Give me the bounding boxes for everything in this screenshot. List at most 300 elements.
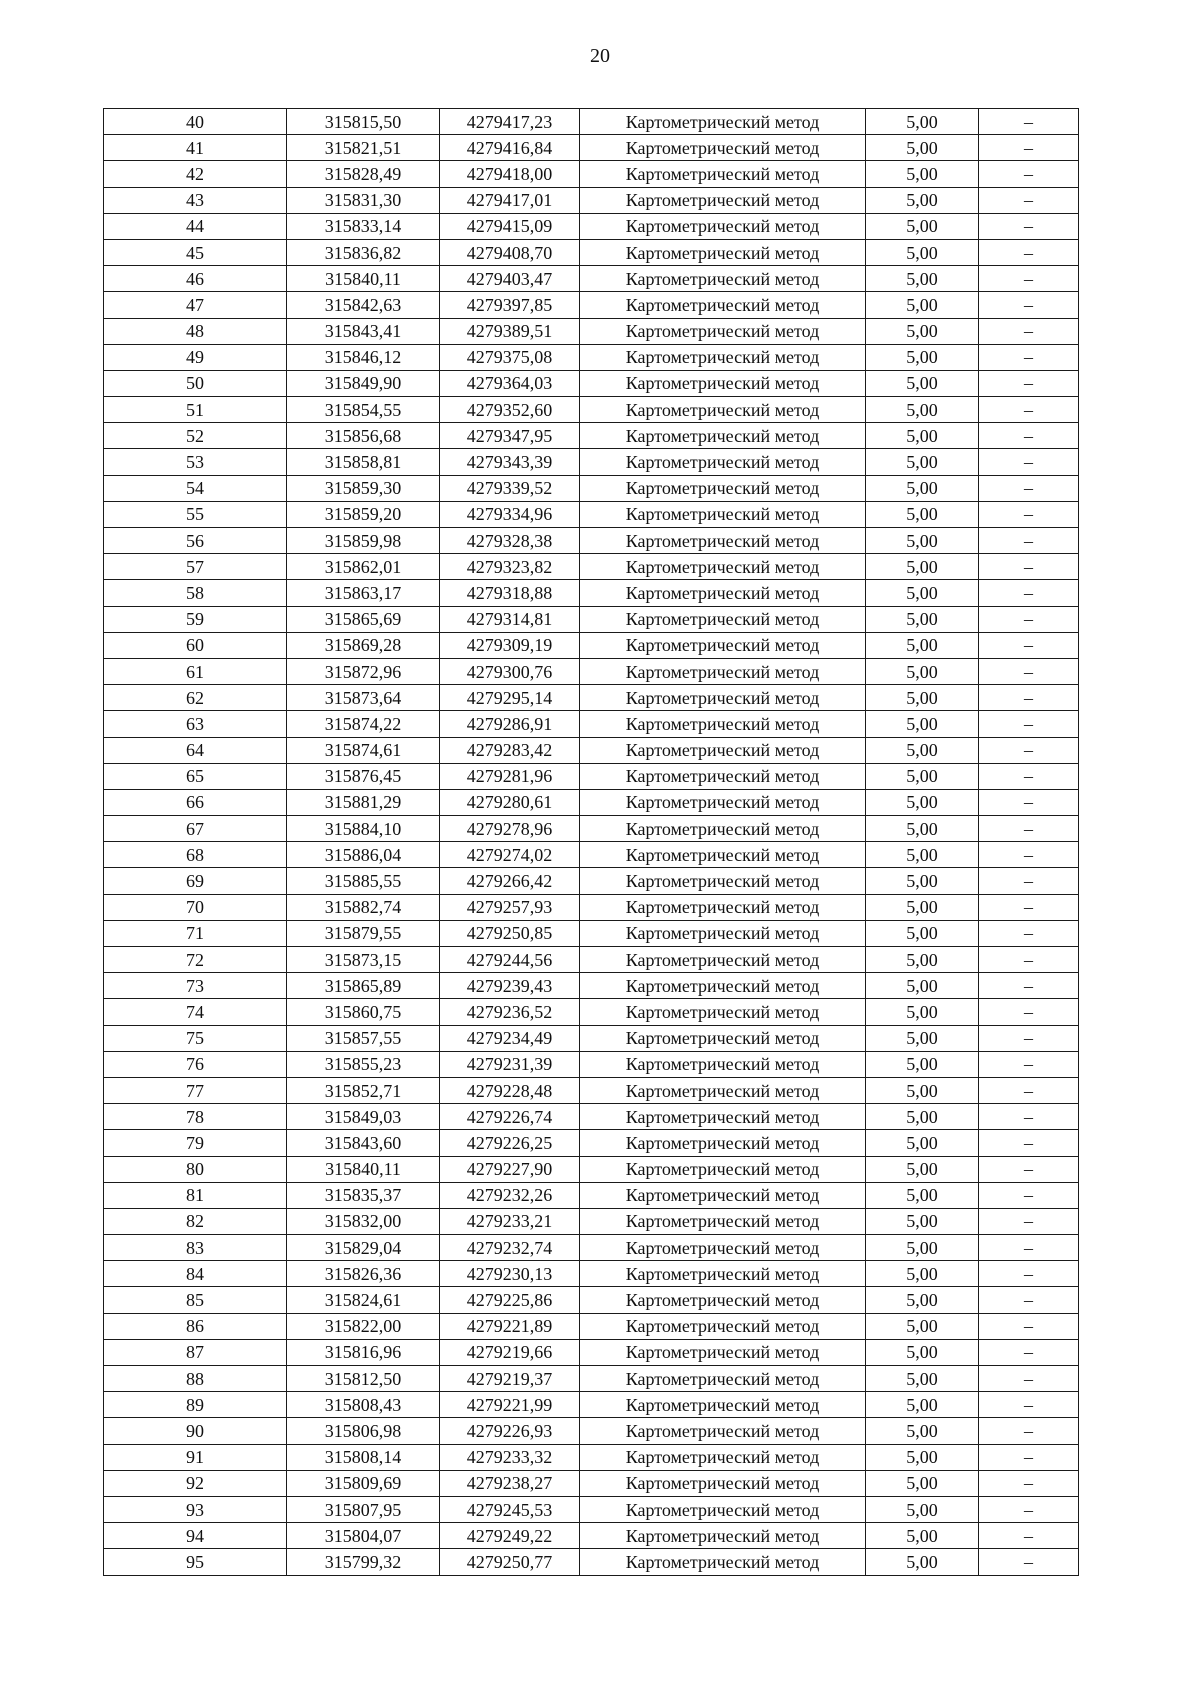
accuracy-cell: 5,00: [866, 1392, 979, 1418]
method-cell: Картометрический метод: [580, 789, 866, 815]
y-coordinate-cell: 4279397,85: [440, 292, 580, 318]
table-row: [104, 344, 1079, 370]
point-number-cell: 90: [104, 1418, 287, 1444]
x-coordinate-cell: 315836,82: [287, 239, 440, 265]
x-coordinate-cell: 315849,03: [287, 1104, 440, 1130]
x-coordinate-cell: 315843,41: [287, 318, 440, 344]
method-cell: Картометрический метод: [580, 868, 866, 894]
accuracy-cell: 5,00: [866, 1339, 979, 1365]
method-cell: Картометрический метод: [580, 1208, 866, 1234]
x-coordinate-cell: 315815,50: [287, 109, 440, 135]
y-coordinate-cell: 4279389,51: [440, 318, 580, 344]
y-coordinate-cell: 4279226,74: [440, 1104, 580, 1130]
method-cell: Картометрический метод: [580, 842, 866, 868]
point-number-cell: 83: [104, 1235, 287, 1261]
method-cell: Картометрический метод: [580, 161, 866, 187]
point-number-cell: 45: [104, 239, 287, 265]
y-coordinate-cell: 4279339,52: [440, 475, 580, 501]
x-coordinate-cell: 315804,07: [287, 1523, 440, 1549]
point-number-cell: 42: [104, 161, 287, 187]
accuracy-cell: 5,00: [866, 528, 979, 554]
accuracy-cell: 5,00: [866, 449, 979, 475]
point-number-cell: 52: [104, 423, 287, 449]
y-coordinate-cell: 4279227,90: [440, 1156, 580, 1182]
method-cell: Картометрический метод: [580, 1051, 866, 1077]
method-cell: Картометрический метод: [580, 423, 866, 449]
point-number-cell: 93: [104, 1496, 287, 1522]
description-cell: –: [979, 973, 1079, 999]
y-coordinate-cell: 4279328,38: [440, 528, 580, 554]
table-row: [104, 842, 1079, 868]
x-coordinate-cell: 315854,55: [287, 397, 440, 423]
y-coordinate-cell: 4279323,82: [440, 554, 580, 580]
description-cell: –: [979, 109, 1079, 135]
description-cell: –: [979, 1496, 1079, 1522]
description-cell: –: [979, 685, 1079, 711]
description-cell: –: [979, 606, 1079, 632]
point-number-cell: 78: [104, 1104, 287, 1130]
table-row: [104, 632, 1079, 658]
x-coordinate-cell: 315879,55: [287, 920, 440, 946]
table-row: [104, 1444, 1079, 1470]
method-cell: Картометрический метод: [580, 763, 866, 789]
table-row: [104, 1077, 1079, 1103]
description-cell: –: [979, 1156, 1079, 1182]
table-row: [104, 1470, 1079, 1496]
y-coordinate-cell: 4279334,96: [440, 501, 580, 527]
method-cell: Картометрический метод: [580, 1444, 866, 1470]
y-coordinate-cell: 4279228,48: [440, 1077, 580, 1103]
point-number-cell: 71: [104, 920, 287, 946]
point-number-cell: 54: [104, 475, 287, 501]
table-row: [104, 1496, 1079, 1522]
description-cell: –: [979, 580, 1079, 606]
table-row: [104, 423, 1079, 449]
x-coordinate-cell: 315860,75: [287, 999, 440, 1025]
accuracy-cell: 5,00: [866, 1182, 979, 1208]
method-cell: Картометрический метод: [580, 737, 866, 763]
description-cell: –: [979, 947, 1079, 973]
point-number-cell: 92: [104, 1470, 287, 1496]
description-cell: –: [979, 1444, 1079, 1470]
accuracy-cell: 5,00: [866, 1313, 979, 1339]
y-coordinate-cell: 4279234,49: [440, 1025, 580, 1051]
accuracy-cell: 5,00: [866, 266, 979, 292]
point-number-cell: 85: [104, 1287, 287, 1313]
accuracy-cell: 5,00: [866, 685, 979, 711]
description-cell: –: [979, 1182, 1079, 1208]
y-coordinate-cell: 4279226,93: [440, 1418, 580, 1444]
y-coordinate-cell: 4279274,02: [440, 842, 580, 868]
table-row: [104, 1287, 1079, 1313]
point-number-cell: 60: [104, 632, 287, 658]
table-row: [104, 475, 1079, 501]
y-coordinate-cell: 4279233,21: [440, 1208, 580, 1234]
table-row: [104, 1339, 1079, 1365]
point-number-cell: 82: [104, 1208, 287, 1234]
coordinates-table-body: [104, 109, 1079, 1576]
point-number-cell: 91: [104, 1444, 287, 1470]
description-cell: –: [979, 1549, 1079, 1575]
description-cell: –: [979, 711, 1079, 737]
description-cell: –: [979, 187, 1079, 213]
y-coordinate-cell: 4279244,56: [440, 947, 580, 973]
x-coordinate-cell: 315829,04: [287, 1235, 440, 1261]
accuracy-cell: 5,00: [866, 1549, 979, 1575]
x-coordinate-cell: 315828,49: [287, 161, 440, 187]
table-row: [104, 973, 1079, 999]
x-coordinate-cell: 315849,90: [287, 370, 440, 396]
x-coordinate-cell: 315824,61: [287, 1287, 440, 1313]
y-coordinate-cell: 4279309,19: [440, 632, 580, 658]
y-coordinate-cell: 4279236,52: [440, 999, 580, 1025]
accuracy-cell: 5,00: [866, 475, 979, 501]
description-cell: –: [979, 789, 1079, 815]
x-coordinate-cell: 315885,55: [287, 868, 440, 894]
y-coordinate-cell: 4279280,61: [440, 789, 580, 815]
y-coordinate-cell: 4279295,14: [440, 685, 580, 711]
y-coordinate-cell: 4279239,43: [440, 973, 580, 999]
description-cell: –: [979, 868, 1079, 894]
y-coordinate-cell: 4279300,76: [440, 658, 580, 684]
y-coordinate-cell: 4279249,22: [440, 1523, 580, 1549]
x-coordinate-cell: 315876,45: [287, 763, 440, 789]
point-number-cell: 63: [104, 711, 287, 737]
y-coordinate-cell: 4279221,89: [440, 1313, 580, 1339]
table-row: [104, 213, 1079, 239]
table-row: [104, 1261, 1079, 1287]
x-coordinate-cell: 315857,55: [287, 1025, 440, 1051]
table-row: [104, 947, 1079, 973]
table-row: [104, 1392, 1079, 1418]
table-row: [104, 920, 1079, 946]
table-row: [104, 109, 1079, 135]
description-cell: –: [979, 501, 1079, 527]
description-cell: –: [979, 266, 1079, 292]
description-cell: –: [979, 161, 1079, 187]
table-row: [104, 266, 1079, 292]
accuracy-cell: 5,00: [866, 1104, 979, 1130]
table-row: [104, 135, 1079, 161]
method-cell: Картометрический метод: [580, 1313, 866, 1339]
accuracy-cell: 5,00: [866, 1025, 979, 1051]
y-coordinate-cell: 4279219,37: [440, 1366, 580, 1392]
y-coordinate-cell: 4279408,70: [440, 239, 580, 265]
accuracy-cell: 5,00: [866, 554, 979, 580]
table-row: [104, 501, 1079, 527]
description-cell: –: [979, 1261, 1079, 1287]
accuracy-cell: 5,00: [866, 135, 979, 161]
point-number-cell: 53: [104, 449, 287, 475]
table-row: [104, 1549, 1079, 1575]
point-number-cell: 47: [104, 292, 287, 318]
accuracy-cell: 5,00: [866, 1235, 979, 1261]
y-coordinate-cell: 4279278,96: [440, 816, 580, 842]
description-cell: –: [979, 1077, 1079, 1103]
x-coordinate-cell: 315884,10: [287, 816, 440, 842]
point-number-cell: 41: [104, 135, 287, 161]
description-cell: –: [979, 1025, 1079, 1051]
table-row: [104, 658, 1079, 684]
accuracy-cell: 5,00: [866, 344, 979, 370]
description-cell: –: [979, 239, 1079, 265]
point-number-cell: 70: [104, 894, 287, 920]
point-number-cell: 50: [104, 370, 287, 396]
description-cell: –: [979, 999, 1079, 1025]
accuracy-cell: 5,00: [866, 737, 979, 763]
x-coordinate-cell: 315832,00: [287, 1208, 440, 1234]
x-coordinate-cell: 315840,11: [287, 1156, 440, 1182]
point-number-cell: 86: [104, 1313, 287, 1339]
coordinates-table: [103, 108, 1079, 1576]
method-cell: Картометрический метод: [580, 711, 866, 737]
method-cell: Картометрический метод: [580, 1496, 866, 1522]
y-coordinate-cell: 4279221,99: [440, 1392, 580, 1418]
method-cell: Картометрический метод: [580, 1130, 866, 1156]
accuracy-cell: 5,00: [866, 868, 979, 894]
table-row: [104, 397, 1079, 423]
table-row: [104, 763, 1079, 789]
description-cell: –: [979, 1392, 1079, 1418]
method-cell: Картометрический метод: [580, 370, 866, 396]
description-cell: –: [979, 1366, 1079, 1392]
point-number-cell: 80: [104, 1156, 287, 1182]
accuracy-cell: 5,00: [866, 1261, 979, 1287]
y-coordinate-cell: 4279416,84: [440, 135, 580, 161]
x-coordinate-cell: 315806,98: [287, 1418, 440, 1444]
method-cell: Картометрический метод: [580, 816, 866, 842]
method-cell: Картометрический метод: [580, 1182, 866, 1208]
point-number-cell: 77: [104, 1077, 287, 1103]
y-coordinate-cell: 4279281,96: [440, 763, 580, 789]
point-number-cell: 95: [104, 1549, 287, 1575]
table-row: [104, 292, 1079, 318]
accuracy-cell: 5,00: [866, 292, 979, 318]
x-coordinate-cell: 315862,01: [287, 554, 440, 580]
x-coordinate-cell: 315799,32: [287, 1549, 440, 1575]
y-coordinate-cell: 4279417,01: [440, 187, 580, 213]
x-coordinate-cell: 315859,98: [287, 528, 440, 554]
description-cell: –: [979, 370, 1079, 396]
description-cell: –: [979, 1235, 1079, 1261]
method-cell: Картометрический метод: [580, 1261, 866, 1287]
method-cell: Картометрический метод: [580, 397, 866, 423]
method-cell: Картометрический метод: [580, 947, 866, 973]
table-row: [104, 580, 1079, 606]
y-coordinate-cell: 4279257,93: [440, 894, 580, 920]
x-coordinate-cell: 315843,60: [287, 1130, 440, 1156]
method-cell: Картометрический метод: [580, 109, 866, 135]
description-cell: –: [979, 920, 1079, 946]
y-coordinate-cell: 4279250,77: [440, 1549, 580, 1575]
method-cell: Картометрический метод: [580, 1392, 866, 1418]
x-coordinate-cell: 315865,89: [287, 973, 440, 999]
method-cell: Картометрический метод: [580, 973, 866, 999]
point-number-cell: 72: [104, 947, 287, 973]
method-cell: Картометрический метод: [580, 1339, 866, 1365]
accuracy-cell: 5,00: [866, 920, 979, 946]
table-row: [104, 1313, 1079, 1339]
x-coordinate-cell: 315812,50: [287, 1366, 440, 1392]
accuracy-cell: 5,00: [866, 239, 979, 265]
x-coordinate-cell: 315808,43: [287, 1392, 440, 1418]
accuracy-cell: 5,00: [866, 842, 979, 868]
description-cell: –: [979, 842, 1079, 868]
point-number-cell: 59: [104, 606, 287, 632]
method-cell: Картометрический метод: [580, 449, 866, 475]
y-coordinate-cell: 4279283,42: [440, 737, 580, 763]
description-cell: –: [979, 1287, 1079, 1313]
y-coordinate-cell: 4279226,25: [440, 1130, 580, 1156]
y-coordinate-cell: 4279245,53: [440, 1496, 580, 1522]
accuracy-cell: 5,00: [866, 161, 979, 187]
description-cell: –: [979, 554, 1079, 580]
table-row: [104, 318, 1079, 344]
accuracy-cell: 5,00: [866, 370, 979, 396]
table-row: [104, 894, 1079, 920]
description-cell: –: [979, 528, 1079, 554]
x-coordinate-cell: 315865,69: [287, 606, 440, 632]
y-coordinate-cell: 4279232,74: [440, 1235, 580, 1261]
accuracy-cell: 5,00: [866, 397, 979, 423]
y-coordinate-cell: 4279403,47: [440, 266, 580, 292]
point-number-cell: 51: [104, 397, 287, 423]
y-coordinate-cell: 4279230,13: [440, 1261, 580, 1287]
accuracy-cell: 5,00: [866, 606, 979, 632]
accuracy-cell: 5,00: [866, 580, 979, 606]
method-cell: Картометрический метод: [580, 580, 866, 606]
y-coordinate-cell: 4279314,81: [440, 606, 580, 632]
method-cell: Картометрический метод: [580, 1104, 866, 1130]
accuracy-cell: 5,00: [866, 318, 979, 344]
point-number-cell: 84: [104, 1261, 287, 1287]
description-cell: –: [979, 397, 1079, 423]
accuracy-cell: 5,00: [866, 109, 979, 135]
y-coordinate-cell: 4279343,39: [440, 449, 580, 475]
accuracy-cell: 5,00: [866, 1051, 979, 1077]
description-cell: –: [979, 213, 1079, 239]
x-coordinate-cell: 315855,23: [287, 1051, 440, 1077]
method-cell: Картометрический метод: [580, 501, 866, 527]
point-number-cell: 67: [104, 816, 287, 842]
method-cell: Картометрический метод: [580, 920, 866, 946]
page-number: 20: [590, 45, 610, 67]
point-number-cell: 94: [104, 1523, 287, 1549]
x-coordinate-cell: 315807,95: [287, 1496, 440, 1522]
method-cell: Картометрический метод: [580, 318, 866, 344]
point-number-cell: 61: [104, 658, 287, 684]
description-cell: –: [979, 423, 1079, 449]
x-coordinate-cell: 315882,74: [287, 894, 440, 920]
description-cell: –: [979, 1104, 1079, 1130]
point-number-cell: 44: [104, 213, 287, 239]
point-number-cell: 65: [104, 763, 287, 789]
method-cell: Картометрический метод: [580, 1156, 866, 1182]
x-coordinate-cell: 315833,14: [287, 213, 440, 239]
table-row: [104, 1182, 1079, 1208]
x-coordinate-cell: 315881,29: [287, 789, 440, 815]
table-row: [104, 685, 1079, 711]
table-row: [104, 606, 1079, 632]
y-coordinate-cell: 4279375,08: [440, 344, 580, 370]
x-coordinate-cell: 315840,11: [287, 266, 440, 292]
method-cell: Картометрический метод: [580, 528, 866, 554]
method-cell: Картометрический метод: [580, 1470, 866, 1496]
description-cell: –: [979, 894, 1079, 920]
method-cell: Картометрический метод: [580, 135, 866, 161]
point-number-cell: 48: [104, 318, 287, 344]
description-cell: –: [979, 1523, 1079, 1549]
x-coordinate-cell: 315831,30: [287, 187, 440, 213]
description-cell: –: [979, 1339, 1079, 1365]
table-row: [104, 1235, 1079, 1261]
accuracy-cell: 5,00: [866, 999, 979, 1025]
accuracy-cell: 5,00: [866, 1470, 979, 1496]
description-cell: –: [979, 1051, 1079, 1077]
table-row: [104, 239, 1079, 265]
table-row: [104, 999, 1079, 1025]
x-coordinate-cell: 315859,20: [287, 501, 440, 527]
accuracy-cell: 5,00: [866, 1418, 979, 1444]
table-row: [104, 370, 1079, 396]
table-row: [104, 868, 1079, 894]
table-row: [104, 554, 1079, 580]
y-coordinate-cell: 4279233,32: [440, 1444, 580, 1470]
accuracy-cell: 5,00: [866, 1444, 979, 1470]
accuracy-cell: 5,00: [866, 894, 979, 920]
y-coordinate-cell: 4279225,86: [440, 1287, 580, 1313]
point-number-cell: 64: [104, 737, 287, 763]
x-coordinate-cell: 315822,00: [287, 1313, 440, 1339]
method-cell: Картометрический метод: [580, 606, 866, 632]
accuracy-cell: 5,00: [866, 658, 979, 684]
method-cell: Картометрический метод: [580, 1287, 866, 1313]
point-number-cell: 57: [104, 554, 287, 580]
y-coordinate-cell: 4279418,00: [440, 161, 580, 187]
table-row: [104, 161, 1079, 187]
method-cell: Картометрический метод: [580, 1523, 866, 1549]
point-number-cell: 43: [104, 187, 287, 213]
accuracy-cell: 5,00: [866, 1130, 979, 1156]
x-coordinate-cell: 315858,81: [287, 449, 440, 475]
accuracy-cell: 5,00: [866, 187, 979, 213]
accuracy-cell: 5,00: [866, 789, 979, 815]
method-cell: Картометрический метод: [580, 213, 866, 239]
table-row: [104, 1130, 1079, 1156]
x-coordinate-cell: 315816,96: [287, 1339, 440, 1365]
y-coordinate-cell: 4279266,42: [440, 868, 580, 894]
accuracy-cell: 5,00: [866, 632, 979, 658]
point-number-cell: 87: [104, 1339, 287, 1365]
x-coordinate-cell: 315835,37: [287, 1182, 440, 1208]
accuracy-cell: 5,00: [866, 973, 979, 999]
y-coordinate-cell: 4279238,27: [440, 1470, 580, 1496]
method-cell: Картометрический метод: [580, 632, 866, 658]
x-coordinate-cell: 315874,22: [287, 711, 440, 737]
method-cell: Картометрический метод: [580, 344, 866, 370]
method-cell: Картометрический метод: [580, 1549, 866, 1575]
description-cell: –: [979, 816, 1079, 842]
accuracy-cell: 5,00: [866, 1208, 979, 1234]
description-cell: –: [979, 1313, 1079, 1339]
method-cell: Картометрический метод: [580, 1418, 866, 1444]
point-number-cell: 49: [104, 344, 287, 370]
point-number-cell: 66: [104, 789, 287, 815]
table-row: [104, 1104, 1079, 1130]
method-cell: Картометрический метод: [580, 1025, 866, 1051]
point-number-cell: 79: [104, 1130, 287, 1156]
table-row: [104, 1025, 1079, 1051]
